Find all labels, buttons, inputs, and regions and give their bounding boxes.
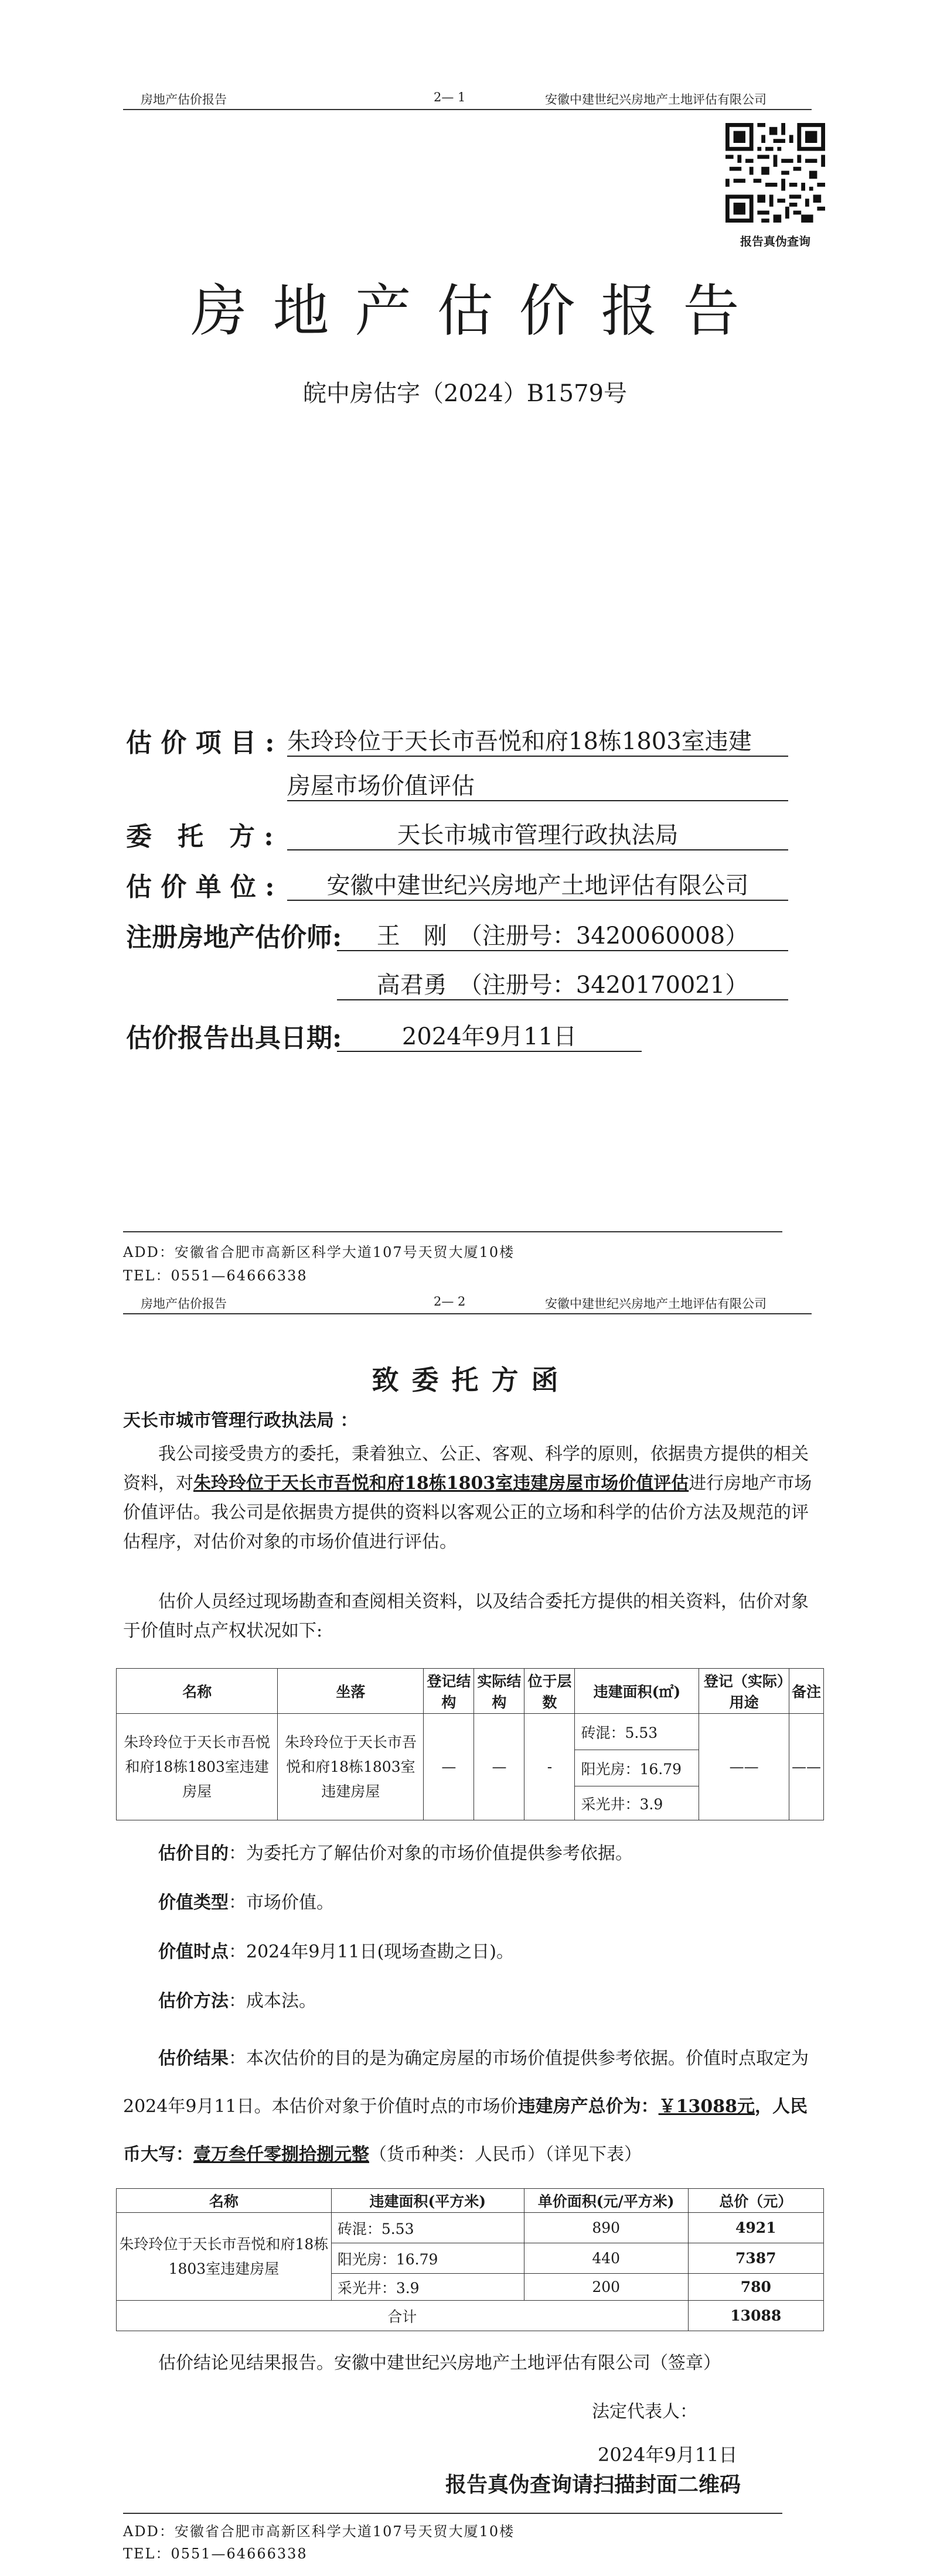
value-date-label: 价值时点 [158,1942,229,1962]
table-header: 坐落 [278,1669,424,1714]
sign-date: 2024年9月11日 [598,2444,738,2466]
header-company: 安徽中建世纪兴房地产土地评估有限公司 [545,93,767,107]
table-cell-reg-struct: — [424,1714,474,1820]
table-header: 登记（实际）用途 [699,1669,789,1714]
field-value-appraiser-org: 安徽中建世纪兴房地产土地评估有限公司 [326,872,749,899]
table-header: 实际结构 [474,1669,524,1714]
header-left: 房地产估价报告 [141,93,227,107]
purpose-line [158,1839,820,1868]
table-cell-area: 砖混：5.53 [575,1714,699,1750]
field-label-appraisers: 注册房地产估价师: [126,923,342,952]
letter-addressee: 天长市城市管理行政执法局 ： [123,1410,358,1431]
footer-divider [123,1231,782,1232]
underline [287,849,788,850]
method-text: ：成本法。 [229,1991,316,2011]
table-header: 位于层数 [524,1669,575,1714]
table-cell-name: 朱玲玲位于天长市吾悦和府18栋1803室违建房屋 [117,1714,278,1820]
table-header: 名称 [117,1669,278,1714]
underline [337,1051,642,1052]
result-paragraph [123,2035,823,2179]
field-label-project: 估 价 项 目 : [126,728,275,758]
purpose-text: ：为委托方了解估价对象的市场价值提供参考依据。 [229,1843,633,1864]
header-page-number: 2— 1 [434,90,466,104]
table-cell-usage: —— [699,1714,789,1820]
table-cell-price: 200 [524,2274,688,2301]
header-left: 房地产估价报告 [141,1297,227,1311]
underline [287,800,788,801]
table-cell-remark: —— [789,1714,823,1820]
result-text-a: ：本次估价的目的是为确定房屋的市场价值提供参考依据。价值时点取定为2024年9月11日。本估价对象于价值时点的市场价 [123,2048,809,2117]
underline [287,900,788,901]
purpose-label: 估价目的 [158,1843,229,1864]
result-text-d: ，人民币大写： [123,2096,808,2165]
field-value-project-line2: 房屋市场价值评估 [287,773,475,800]
qr-caption: 报告真伪查询 [740,234,810,248]
verify-note: 报告真伪查询请扫描封面二维码 [445,2472,741,2497]
table-header: 单价面积(元/平方米) [524,2189,688,2213]
table-cell-total: 4921 [688,2213,823,2243]
table-cell-act-struct: — [474,1714,524,1820]
page-header [123,1292,812,1314]
table-header: 名称 [117,2189,332,2213]
table-header: 备注 [789,1669,823,1714]
letter-paragraph-1 [123,1440,823,1557]
table-header: 登记结构 [424,1669,474,1714]
result-text-b: 违建房产总价为： [517,2096,659,2117]
table-cell-area: 采光井：3.9 [331,2274,524,2301]
table-header: 违建面积(㎡) [575,1669,699,1714]
value-date-line [158,1938,820,1967]
table-cell-sum-label: 合计 [117,2301,689,2331]
table-cell-area: 阳光房：16.79 [575,1750,699,1786]
footer-tel: TEL：0551—64666338 [123,1267,308,1284]
letter-paragraph-2: 估价人员经过现场勘查和查阅相关资料，以及结合委托方提供的相关资料，估价对象于价值时点产权状况如下: [123,1591,809,1641]
underline [337,999,788,1000]
table-header: 违建面积(平方米) [331,2189,524,2213]
field-value-project-line1: 朱玲玲位于天长市吾悦和府18栋1803室违建 [287,728,752,755]
page-header [123,88,812,110]
field-value-appraiser-2: 高君勇 （注册号：3420170021） [376,972,749,999]
value-date-text: ：2024年9月11日(现场查勘之日)。 [229,1942,515,1962]
underline [337,950,788,951]
table-cell-total: 780 [688,2274,823,2301]
letter-title: 致委托方函 [372,1364,571,1396]
field-value-appraiser-1: 王 刚 （注册号：3420060008） [376,923,749,949]
valuation-table [116,2188,824,2331]
p1-text-c: 进行房地产市场价值评估。我公司是依据贵方提供的资料以客观公正的立场和科学的估价方法及规范的评估程序，对估价对象的市场价值进行评估。 [123,1473,812,1552]
value-type-line [158,1888,820,1918]
property-table [116,1668,824,1820]
table-cell-area: 阳光房：16.79 [331,2243,524,2274]
header-page-number: 2— 2 [434,1294,466,1309]
report-title: 房地产估价报告 [190,278,765,344]
table-header: 总价（元） [688,2189,823,2213]
table-cell-price: 890 [524,2213,688,2243]
footer-divider [123,2513,782,2514]
result-label: 估价结果 [158,2048,229,2069]
table-cell-location: 朱玲玲位于天长市吾悦和府18栋1803室违建房屋 [278,1714,424,1820]
footer-address: ADD：安徽省合肥市高新区科学大道107号天贸大厦10楼 [123,2523,515,2540]
legal-representative: 法定代表人： [592,2401,697,2422]
p1-text-a: 我公司接受贵方的委托，秉着独立、公正、客观、科学的原则，依据贵方提供的相关资料，对 [123,1444,809,1494]
report-number: 皖中房估字（2024）B1579号 [303,380,627,407]
field-label-client: 委 托 方 : [126,822,274,852]
value-type-label: 价值类型 [158,1892,229,1913]
method-label: 估价方法 [158,1991,229,2011]
field-label-issue-date: 估价报告出具日期: [126,1023,342,1053]
header-company: 安徽中建世纪兴房地产土地评估有限公司 [545,1297,767,1311]
result-total-amount: ￥13088元 [658,2096,755,2117]
table-cell-area: 砖混：5.53 [331,2213,524,2243]
result-text-f: （货币种类：人民币）（详见下表） [369,2144,642,2165]
footer-address: ADD：安徽省合肥市高新区科学大道107号天贸大厦10楼 [123,1244,515,1260]
table-cell-total: 7387 [688,2243,823,2274]
field-label-appraiser-org: 估 价 单 位 : [126,872,275,902]
table-cell-price: 440 [524,2243,688,2274]
field-value-client: 天长市城市管理行政执法局 [397,822,679,849]
table-cell-name: 朱玲玲位于天长市吾悦和府18栋1803室违建房屋 [117,2213,332,2301]
table-cell-sum: 13088 [688,2301,823,2331]
conclusion: 估价结论见结果报告。安徽中建世纪兴房地产土地评估有限公司（签章） [158,2353,721,2373]
qr-code-icon [725,123,825,223]
method-line [158,1987,820,2016]
field-value-issue-date: 2024年9月11日 [401,1023,577,1050]
underline [287,756,788,757]
result-amount-words: 壹万叁仟零捌拾捌元整 [193,2144,369,2165]
table-cell-area: 采光井：3.9 [575,1786,699,1820]
table-cell-floor: - [524,1714,575,1820]
footer-tel: TEL：0551—64666338 [123,2546,308,2562]
p1-project-name: 朱玲玲位于天长市吾悦和府18栋1803室违建房屋市场价值评估 [193,1473,689,1494]
value-type-text: ：市场价值。 [229,1892,334,1913]
